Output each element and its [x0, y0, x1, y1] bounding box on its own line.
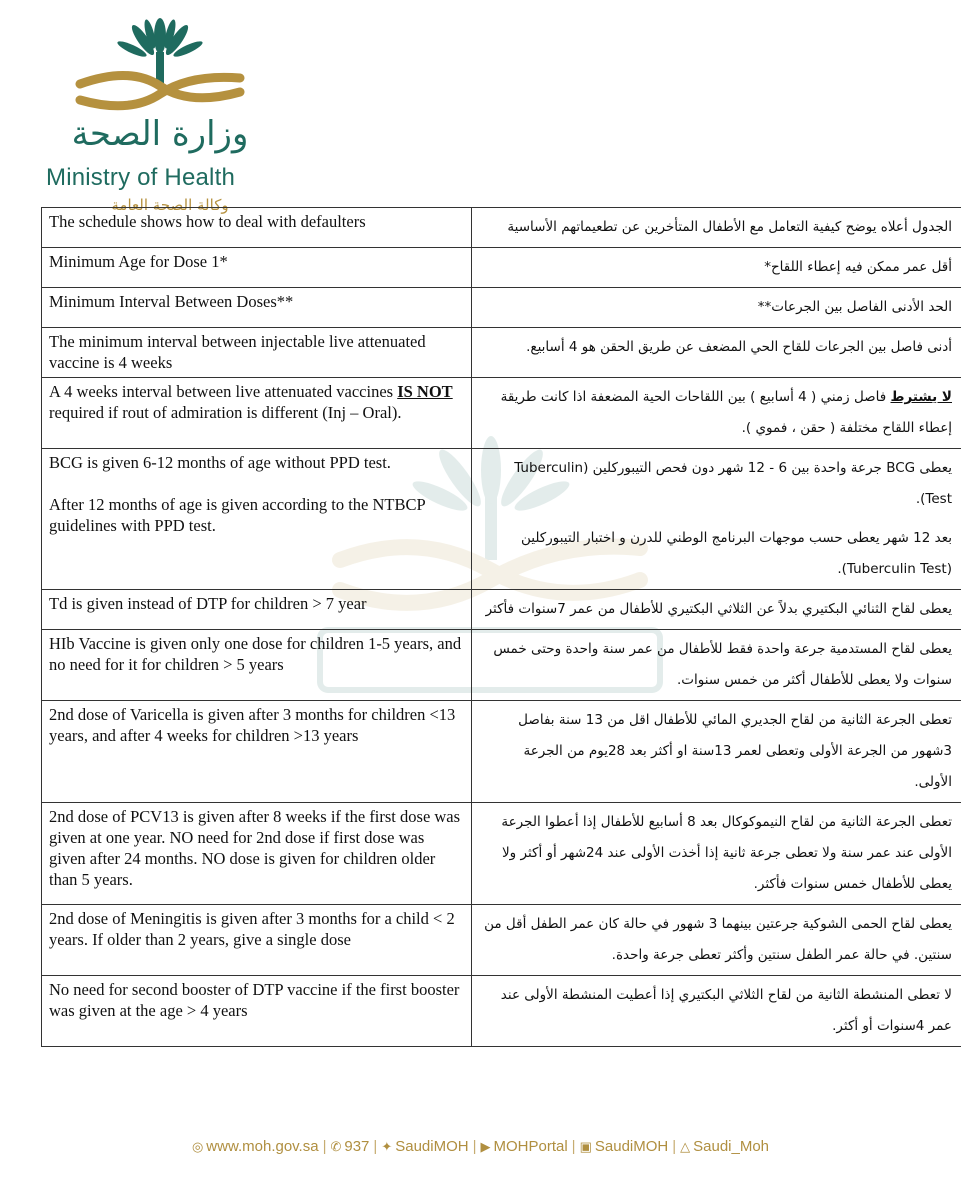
- table-row: [42, 449, 961, 590]
- agency-name: وكالة الصحة العامة: [111, 196, 229, 214]
- table-row: [42, 208, 961, 248]
- palm-swords-emblem: [40, 14, 280, 124]
- phone-icon: ✆: [330, 1139, 342, 1154]
- arabic-cell: لا يشترط فاصل زمني ( 4 أسابيع ) بين اللقاحات الحية المضعفة اذا كانت طريقة إعطاء اللقاح مختلفة ( حقن ، فموي ).: [472, 378, 961, 449]
- arabic-cell: أقل عمر ممكن فيه إعطاء اللقاح*: [472, 248, 961, 288]
- english-cell: A 4 weeks interval between live attenuated vaccines IS NOT required if rout of admiration is different (Inj – Oral).: [42, 378, 472, 449]
- table-row: [42, 590, 961, 630]
- emphasis-not-required: لا يشترط: [890, 389, 952, 405]
- facebook-link[interactable]: ▣ SaudiMOH: [579, 1138, 669, 1155]
- facebook-icon: ▣: [579, 1139, 592, 1154]
- english-ministry-name: Ministry of Health: [46, 164, 235, 191]
- english-cell: The minimum interval between injectable live attenuated vaccine is 4 weeks: [42, 328, 472, 378]
- ministry-logo: [40, 14, 270, 214]
- table-row: [42, 701, 961, 803]
- contact-footer: ◎ www.moh.gov.sa | ✆ 937 | ✦ SaudiMOH | ▶ MOHPortal | ▣ SaudiMOH | △ Saudi_Moh: [191, 1138, 770, 1155]
- arabic-cell: أدنى فاصل بين الجرعات للقاح الحي المضعف عن طريق الحقن هو 4 أسابيع.: [472, 328, 961, 378]
- snapchat-link[interactable]: △ Saudi_Moh: [680, 1138, 770, 1155]
- table-row: [42, 803, 961, 905]
- snapchat-icon: △: [680, 1139, 691, 1154]
- english-cell: 2nd dose of PCV13 is given after 8 weeks if the first dose was given at one year. NO need for 2nd dose if first dose was given after 24 months. NO dose is given for children older than 5 years.: [42, 803, 472, 905]
- globe-icon: ◎: [191, 1139, 204, 1154]
- english-cell: Minimum Interval Between Doses**: [42, 288, 472, 328]
- arabic-cell: يعطى لقاح الحمى الشوكية جرعتين بينهما 3 شهور في حالة كان عمر الطفل أقل من سنتين. في حالة عمر الطفل سنتين وأكثر تعطى جرعة واحدة.: [472, 905, 961, 976]
- arabic-cell: الحد الأدنى الفاصل بين الجرعات**: [472, 288, 961, 328]
- arabic-cell: تعطى الجرعة الثانية من لقاح النيموكوكال بعد 8 أسابيع للأطفال إذا أعطوا الجرعة الأولى عند عمر سنة ولا تعطى جرعة ثانية إذا أخذت الأولى عند 24شهر أو أكثر ولا يعطى للأطفال خمس سنوات فأكثر.: [472, 803, 961, 905]
- arabic-cell: تعطى الجرعة الثانية من لقاح الجديري المائي للأطفال اقل من 13 سنة بفاصل 3شهور من الجرعة الأولى وتعطى لعمر 13سنة او أكثر بعد 28يوم من الجرعة الأولى.: [472, 701, 961, 803]
- emphasis-is-not: IS NOT: [397, 382, 453, 401]
- english-cell: 2nd dose of Meningitis is given after 3 months for a child < 2 years. If older than 2 years, give a single dose: [42, 905, 472, 976]
- english-cell: The schedule shows how to deal with defaulters: [42, 208, 472, 248]
- phone-number[interactable]: ✆ 937: [330, 1138, 370, 1155]
- table-row: [42, 976, 961, 1047]
- english-cell: No need for second booster of DTP vaccine if the first booster was given at the age > 4 years: [42, 976, 472, 1047]
- arabic-ministry-name: وزارة الصحة: [71, 114, 249, 154]
- arabic-cell: الجدول أعلاه يوضح كيفية التعامل مع الأطفال المتأخرين عن تطعيماتهم الأساسية: [472, 208, 961, 248]
- table-row: [42, 288, 961, 328]
- website-link[interactable]: ◎ www.moh.gov.sa: [191, 1138, 319, 1155]
- english-cell: Minimum Age for Dose 1*: [42, 248, 472, 288]
- english-cell: Td is given instead of DTP for children > 7 year: [42, 590, 472, 630]
- twitter-icon: ✦: [381, 1139, 393, 1154]
- english-cell: HIb Vaccine is given only one dose for children 1-5 years, and no need for it for children > 5 years: [42, 630, 472, 701]
- arabic-cell: يعطى لقاح الثنائي البكتيري بدلاً عن الثلاثي البكتيري للأطفال من عمر 7سنوات فأكثر: [472, 590, 961, 630]
- vaccine-defaulters-table: [41, 207, 961, 1047]
- arabic-cell: يعطى لقاح المستدمية جرعة واحدة فقط للأطفال من عمر سنة واحدة وحتى خمس سنوات ولا يعطى للأطفال أكثر من خمس سنوات.: [472, 630, 961, 701]
- table-row: [42, 378, 961, 449]
- arabic-cell: لا تعطى المنشطة الثانية من لقاح الثلاثي البكتيري إذا أعطيت المنشطة الأولى عند عمر 4سنوات أو أكثر.: [472, 976, 961, 1047]
- youtube-link[interactable]: ▶ MOHPortal: [480, 1138, 568, 1155]
- table-row: [42, 248, 961, 288]
- youtube-icon: ▶: [480, 1139, 491, 1154]
- table-row: [42, 328, 961, 378]
- arabic-cell: يعطى BCG جرعة واحدة بين 6 - 12 شهر دون فحص التيبوركلين (Tuberculin Test). بعد 12 شهر يعطى حسب موجهات البرنامج الوطني للدرن و اختبار التيبوركلين (Tuberculin Test).: [472, 449, 961, 590]
- table-row: [42, 630, 961, 701]
- table-row: [42, 905, 961, 976]
- twitter-link[interactable]: ✦ SaudiMOH: [381, 1138, 469, 1155]
- english-cell: 2nd dose of Varicella is given after 3 months for children <13 years, and after 4 weeks for children >13 years: [42, 701, 472, 803]
- english-cell: BCG is given 6-12 months of age without PPD test. After 12 months of age is given according to the NTBCP guidelines with PPD test.: [42, 449, 472, 590]
